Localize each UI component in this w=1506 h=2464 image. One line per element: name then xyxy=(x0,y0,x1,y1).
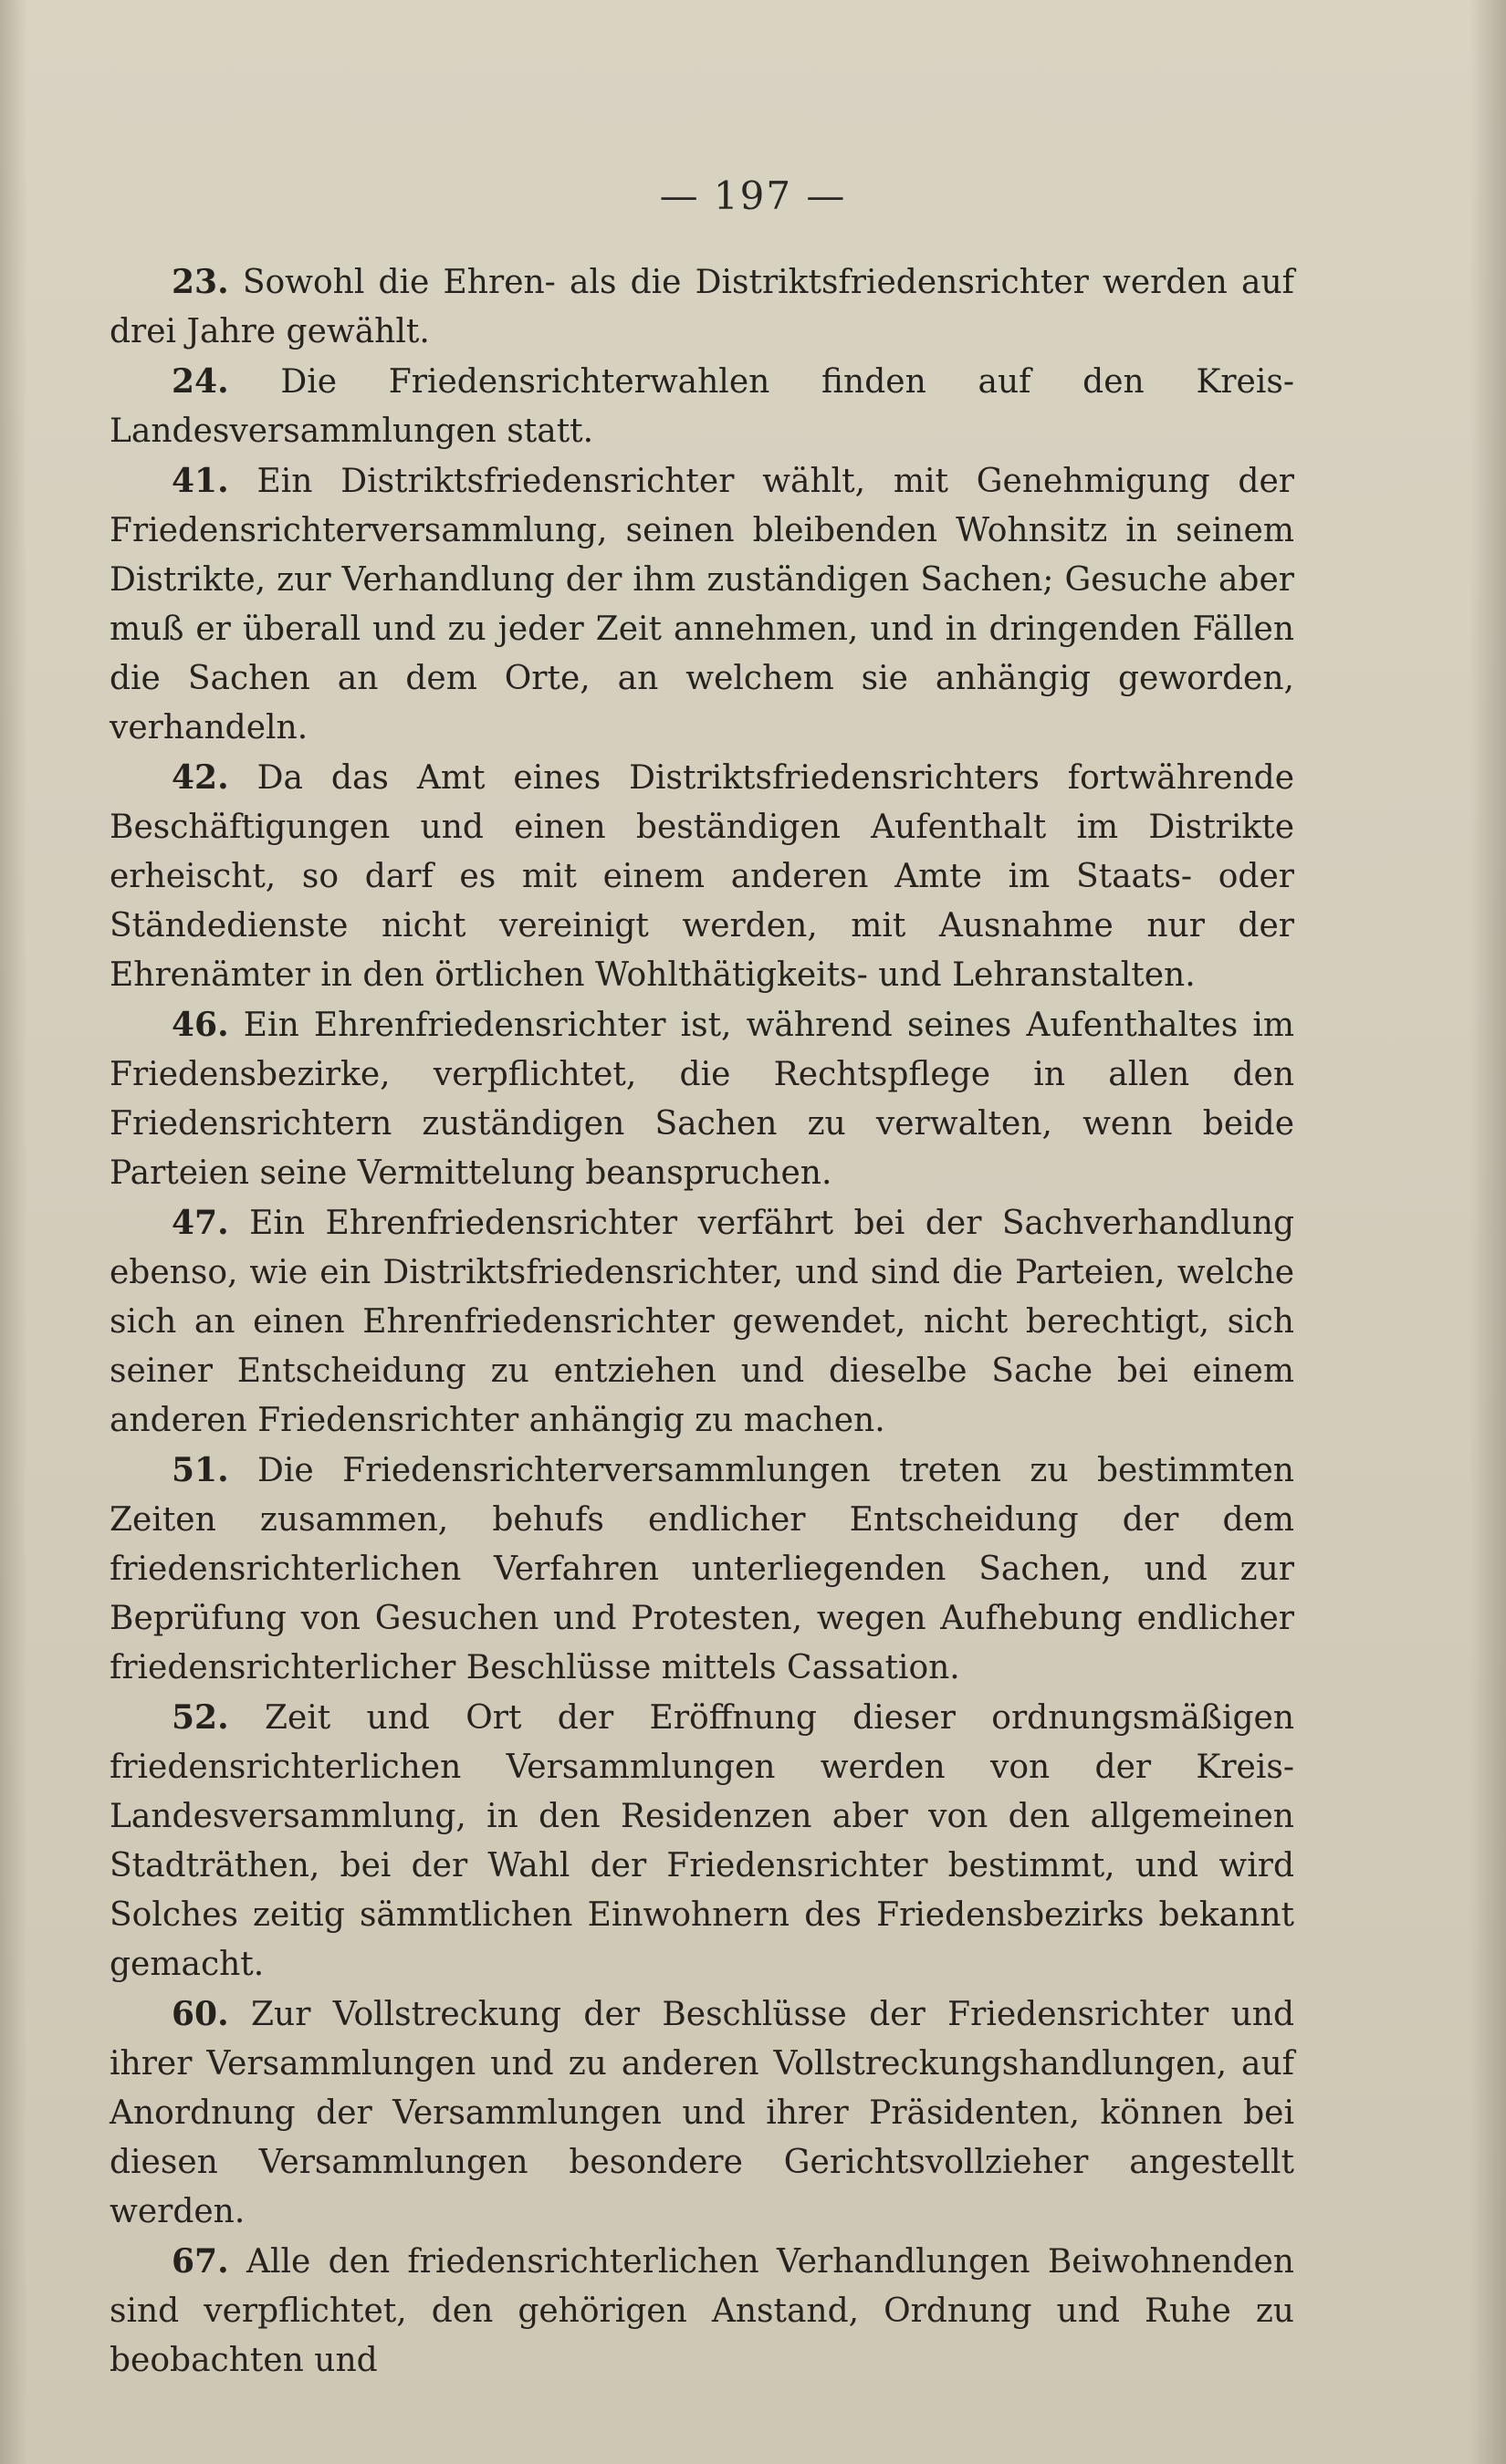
paragraph-text: Die Friedensrichterwahlen finden auf den Kreis-Landesversammlungen statt. xyxy=(110,363,1295,450)
paragraph-41 xyxy=(110,456,1294,753)
page-edge-shadow-right xyxy=(1469,0,1506,2464)
paragraph-text: Zeit und Ort der Eröffnung dieser ordnungsmäßigen friedensrichterlichen Versammlungen werden von der Kreis-Landesversammlung, in den Residenzen aber von den allgemeinen Stadträthen, bei der Wahl der Friedensrichter bestimmt, und wird Solches zeitig sämmtlichen Einwohnern des Friedensbezirks bekannt gemacht. xyxy=(110,1699,1295,1983)
paragraph-24 xyxy=(110,357,1294,456)
paragraph-23 xyxy=(110,257,1294,357)
paragraph-60 xyxy=(110,1989,1294,2237)
paragraph-52 xyxy=(110,1693,1294,1989)
paragraph-text: Die Friedensrichterversammlungen treten zu bestimmten Zeiten zusammen, behufs endlicher Entscheidung der dem friedensrichterlichen Verfahren unterliegenden Sachen, und zur Beprüfung von Gesuchen und Protesten, wegen Aufhebung endlicher friedensrichterlicher Beschlüsse mittels Cassation. xyxy=(110,1452,1294,1686)
paragraph-text: Ein Ehrenfriedensrichter ist, während seines Aufenthaltes im Friedensbezirke, verpflichtet, die Rechtspflege in allen den Friedensrichtern zuständigen Sachen zu verwalten, wenn beide Parteien seine Vermittelung beanspruchen. xyxy=(110,1007,1294,1192)
paragraph-text: Ein Ehrenfriedensrichter verfährt bei der Sachverhandlung ebenso, wie ein Distriktsfriedensrichter, und sind die Parteien, welche sich an einen Ehrenfriedensrichter gewendet, nicht berechtigt, sich seiner Entscheidung zu entziehen und dieselbe Sache bei einem anderen Friedensrichter anhängig zu machen. xyxy=(110,1205,1295,1439)
paragraph-number: 24. xyxy=(172,362,229,401)
paragraph-number: 51. xyxy=(172,1451,229,1489)
paragraph-number: 47. xyxy=(172,1204,229,1242)
paragraph-text: Da das Amt eines Distriktsfriedensrichters fortwährende Beschäftigungen und einen beständigen Aufenthalt im Distrikte erheischt, so darf es mit einem anderen Amte im Staats- oder Ständedienste nicht vereinigt werden, mit Ausnahme nur der Ehrenämter in den örtlichen Wohlthätigkeits- und Lehranstalten. xyxy=(110,759,1294,994)
paragraph-67 xyxy=(110,2237,1294,2386)
paragraph-text: Alle den friedensrichterlichen Verhandlungen Beiwohnenden sind verpflichtet, den gehörigen Anstand, Ordnung und Ruhe zu beobachten und xyxy=(110,2243,1294,2379)
page-number: — 197 — xyxy=(659,173,847,218)
paragraph-46 xyxy=(110,1000,1294,1198)
paragraph-47 xyxy=(110,1198,1294,1446)
body-text xyxy=(110,257,1294,2386)
paragraph-number: 46. xyxy=(172,1006,229,1044)
paragraph-number: 67. xyxy=(172,2242,229,2281)
paragraph-number: 60. xyxy=(172,1995,229,2033)
paragraph-number: 23. xyxy=(172,263,229,301)
paragraph-number: 52. xyxy=(172,1698,229,1737)
paragraph-42 xyxy=(110,753,1294,1000)
paragraph-number: 41. xyxy=(172,462,229,500)
paragraph-text: Sowohl die Ehren- als die Distriktsfriedensrichter werden auf drei Jahre gewählt. xyxy=(110,264,1294,350)
page-edge-shadow-left xyxy=(0,0,27,2464)
paragraph-number: 42. xyxy=(172,758,229,797)
paragraph-text: Zur Vollstreckung der Beschlüsse der Friedensrichter und ihrer Versammlungen und zu anderen Vollstreckungshandlungen, auf Anordnung der Versammlungen und ihrer Präsidenten, können bei diesen Versammlungen besondere Gerichtsvollzieher angestellt werden. xyxy=(110,1996,1294,2230)
paragraph-51 xyxy=(110,1446,1294,1693)
paragraph-text: Ein Distriktsfriedensrichter wählt, mit Genehmigung der Friedensrichterversammlung, seinen bleibenden Wohnsitz in seinem Distrikte, zur Verhandlung der ihm zuständigen Sachen; Gesuche aber muß er überall und zu jeder Zeit annehmen, und in dringenden Fällen die Sachen an dem Orte, an welchem sie anhängig geworden, verhandeln. xyxy=(110,463,1294,747)
